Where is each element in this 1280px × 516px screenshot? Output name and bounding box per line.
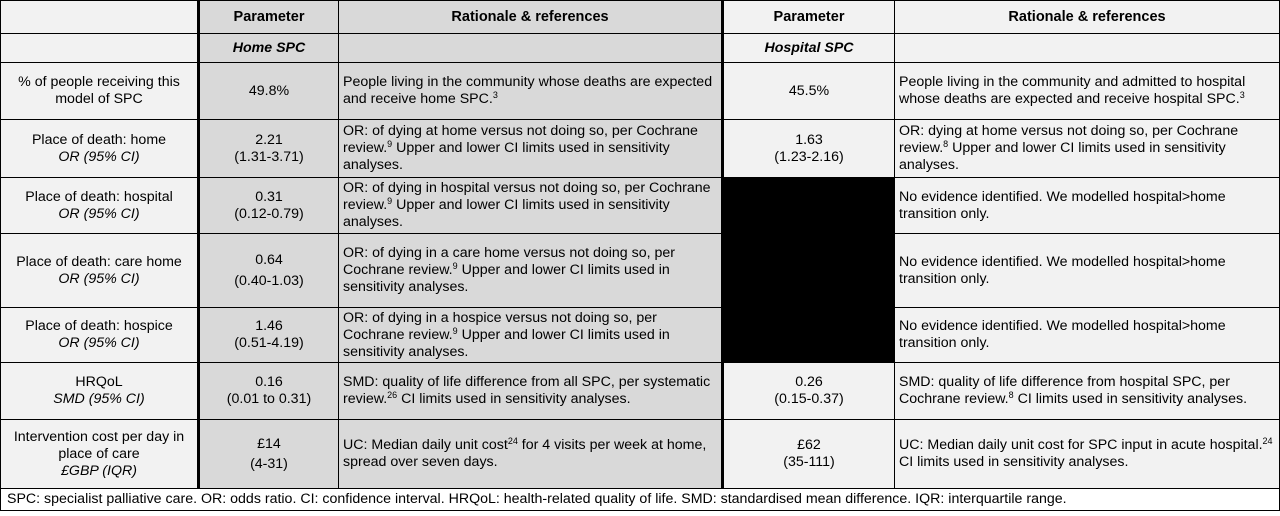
table-row <box>1 234 1280 308</box>
home-value: 0.16 (0.01 to 0.31) <box>199 363 339 420</box>
home-rationale: People living in the community whose deaths are expected and receive home SPC.$^3$ <box>339 63 723 120</box>
row-label: Place of death: home OR (95% CI) <box>1 120 199 178</box>
row-label: Place of death: hospice OR (95% CI) <box>1 308 199 363</box>
table-row <box>1 63 1280 120</box>
hospital-value: 1.63 (1.23-2.16) <box>723 120 895 178</box>
table-row <box>1 308 1280 363</box>
hospital-value: 45.5% <box>723 63 895 120</box>
home-value: 0.64 (0.40-1.03) <box>199 234 339 308</box>
table-row <box>1 420 1280 489</box>
home-value: 49.8% <box>199 63 339 120</box>
table-row <box>1 363 1280 420</box>
hospital-rationale: No evidence identified. We modelled hospital>home transition only. <box>895 178 1280 234</box>
hospital-rationale: OR: dying at home versus not doing so, per Cochrane review.$^8$ Upper and lower CI limits used in sensitivity analyses. <box>895 120 1280 178</box>
home-rationale: OR: of dying at home versus not doing so, per Cochrane review.$^9$ Upper and lower CI limits used in sensitivity analyses. <box>339 120 723 178</box>
home-rationale-header: Rationale & references <box>339 1 723 34</box>
home-value: 2.21 (1.31-3.71) <box>199 120 339 178</box>
hospital-spc-label: Hospital SPC <box>723 34 895 63</box>
hospital-parameter-header: Parameter <box>723 1 895 34</box>
row-label: Intervention cost per day in place of care £GBP (IQR) <box>1 420 199 489</box>
subheader-row <box>1 34 1280 63</box>
home-parameter-header: Parameter <box>199 1 339 34</box>
row-label: Place of death: care home OR (95% CI) <box>1 234 199 308</box>
hospital-rationale: People living in the community and admitted to hospital whose deaths are expected and receive hospital SPC.$^3$ <box>895 63 1280 120</box>
home-value: £14 (4-31) <box>199 420 339 489</box>
table-row <box>1 120 1280 178</box>
home-value: 1.46 (0.51-4.19) <box>199 308 339 363</box>
table-row <box>1 178 1280 234</box>
hospital-rationale: No evidence identified. We modelled hospital>home transition only. <box>895 308 1280 363</box>
home-value: 0.31 (0.12-0.79) <box>199 178 339 234</box>
hospital-value: 0.26 (0.15-0.37) <box>723 363 895 420</box>
home-rationale: UC: Median daily unit cost$^{24}$ for 4 visits per week at home, spread over seven days. <box>339 420 723 489</box>
home-rationale: OR: of dying in hospital versus not doing so, per Cochrane review.$^9$ Upper and lower CI limits used in sensitivity analyses. <box>339 178 723 234</box>
home-rationale: SMD: quality of life difference from all SPC, per systematic review.$^{26}$ CI limits used in sensitivity analyses. <box>339 363 723 420</box>
row-label: % of people receiving this model of SPC <box>1 63 199 120</box>
footnote-row <box>1 489 1280 511</box>
hospital-value: £62 (35-111) <box>723 420 895 489</box>
hospital-rationale: UC: Median daily unit cost for SPC input in acute hospital.$^{24}$ CI limits used in sensitivity analyses. <box>895 420 1280 489</box>
home-rationale: OR: of dying in a care home versus not doing so, per Cochrane review.$^9$ Upper and lower CI limits used in sensitivity analyses. <box>339 234 723 308</box>
home-rationale: OR: of dying in a hospice versus not doing so, per Cochrane review.$^9$ Upper and lower CI limits used in sensitivity analyses. <box>339 308 723 363</box>
hospital-rationale: SMD: quality of life difference from hospital SPC, per Cochrane review.$^8$ CI limits used in sensitivity analyses. <box>895 363 1280 420</box>
row-label: HRQoL SMD (95% CI) <box>1 363 199 420</box>
home-spc-label: Home SPC <box>199 34 339 63</box>
footnote: SPC: specialist palliative care. OR: odds ratio. CI: confidence interval. HRQoL: health-related quality of life. SMD: standardised mean difference. IQR: interquartile range. <box>1 489 1280 511</box>
hospital-rationale-header: Rationale & references <box>895 1 1280 34</box>
empty-header-cell <box>1 1 199 34</box>
row-label: Place of death: hospital OR (95% CI) <box>1 178 199 234</box>
hospital-rationale: No evidence identified. We modelled hospital>home transition only. <box>895 234 1280 308</box>
redacted-block <box>723 178 895 363</box>
header-row <box>1 1 1280 34</box>
